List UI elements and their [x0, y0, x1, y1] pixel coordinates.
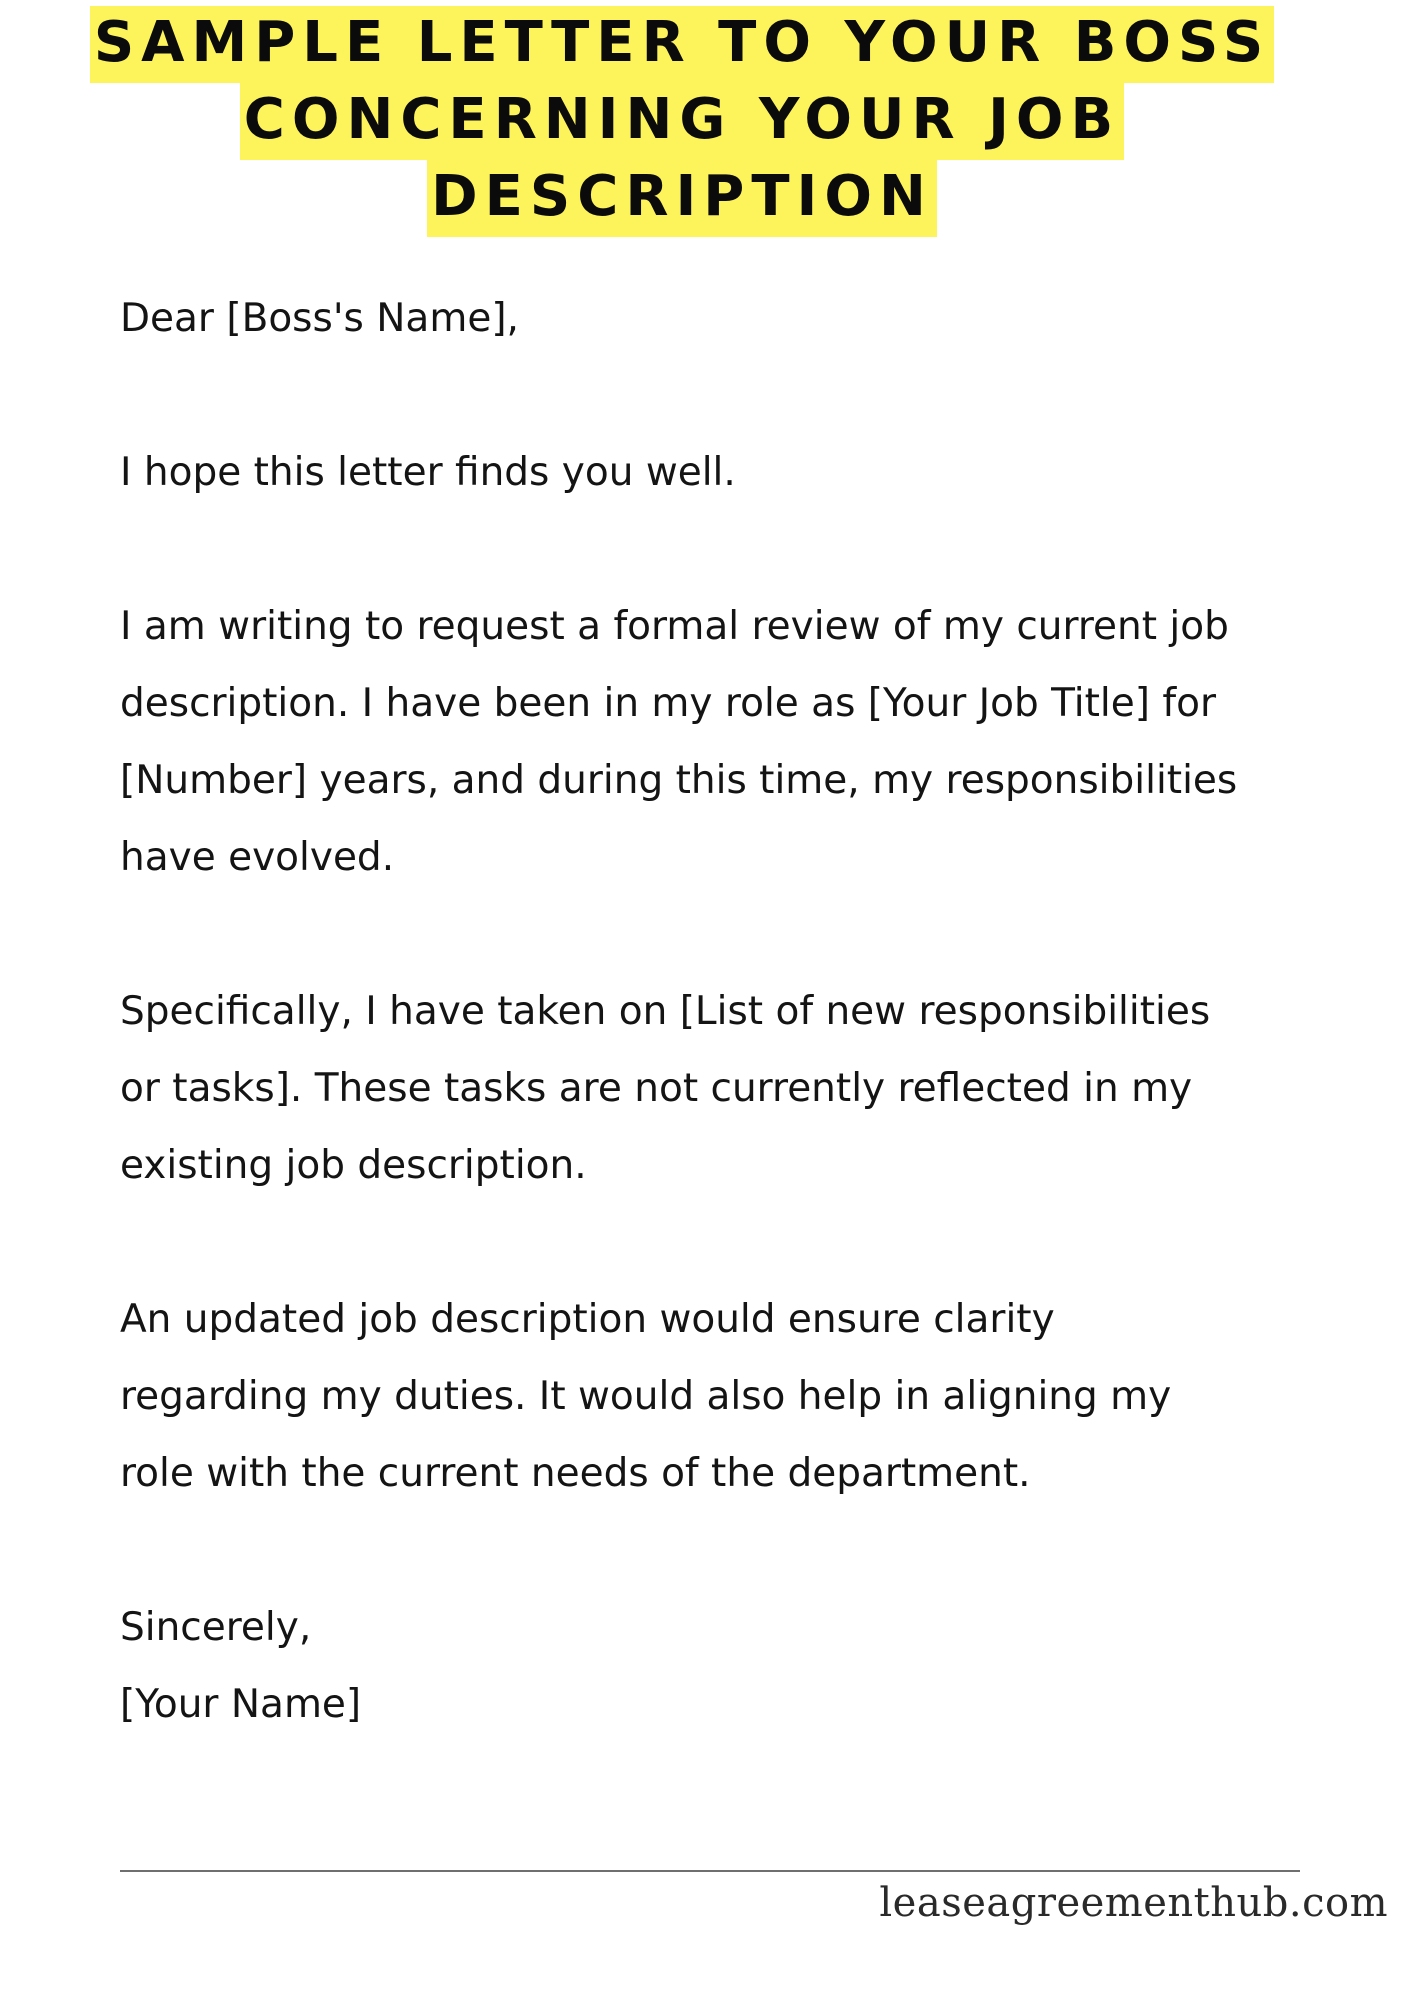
spacer [120, 896, 1360, 973]
paragraph-line: [Number] years, and during this time, my responsibilities [120, 758, 1238, 803]
paragraph-responsibilities [120, 973, 1360, 1204]
paragraph-line: An updated job description would ensure clarity [120, 1297, 1055, 1342]
spacer [120, 357, 1360, 434]
paragraph-line: I am writing to request a formal review of my current job [120, 604, 1229, 649]
closing: Sincerely, [120, 1605, 312, 1650]
opening-line: I hope this letter finds you well. [120, 450, 736, 495]
letter-body [120, 280, 1360, 1743]
spacer [120, 1512, 1360, 1589]
footer-divider [120, 1870, 1300, 1872]
title-line-1: SAMPLE LETTER TO YOUR BOSS [90, 6, 1274, 83]
footer-website: leaseagreementhub.com [879, 1880, 1388, 1926]
title-line-2: CONCERNING YOUR JOB [240, 83, 1124, 160]
paragraph-line: role with the current needs of the department. [120, 1451, 1031, 1496]
paragraph-line: have evolved. [120, 835, 395, 880]
title-line-3: DESCRIPTION [427, 160, 937, 237]
paragraph-justification [120, 1281, 1360, 1512]
paragraph-request [120, 588, 1360, 896]
page-title [0, 6, 1364, 237]
paragraph-line: regarding my duties. It would also help in aligning my [120, 1374, 1172, 1419]
paragraph-line: Specifically, I have taken on [List of new responsibilities [120, 989, 1211, 1034]
paragraph-line: description. I have been in my role as [Your Job Title] for [120, 681, 1216, 726]
spacer [120, 1204, 1360, 1281]
signature-placeholder: [Your Name] [120, 1682, 362, 1727]
salutation: Dear [Boss's Name], [120, 296, 519, 341]
paragraph-line: existing job description. [120, 1143, 587, 1188]
spacer [120, 511, 1360, 588]
paragraph-line: or tasks]. These tasks are not currently reflected in my [120, 1066, 1193, 1111]
